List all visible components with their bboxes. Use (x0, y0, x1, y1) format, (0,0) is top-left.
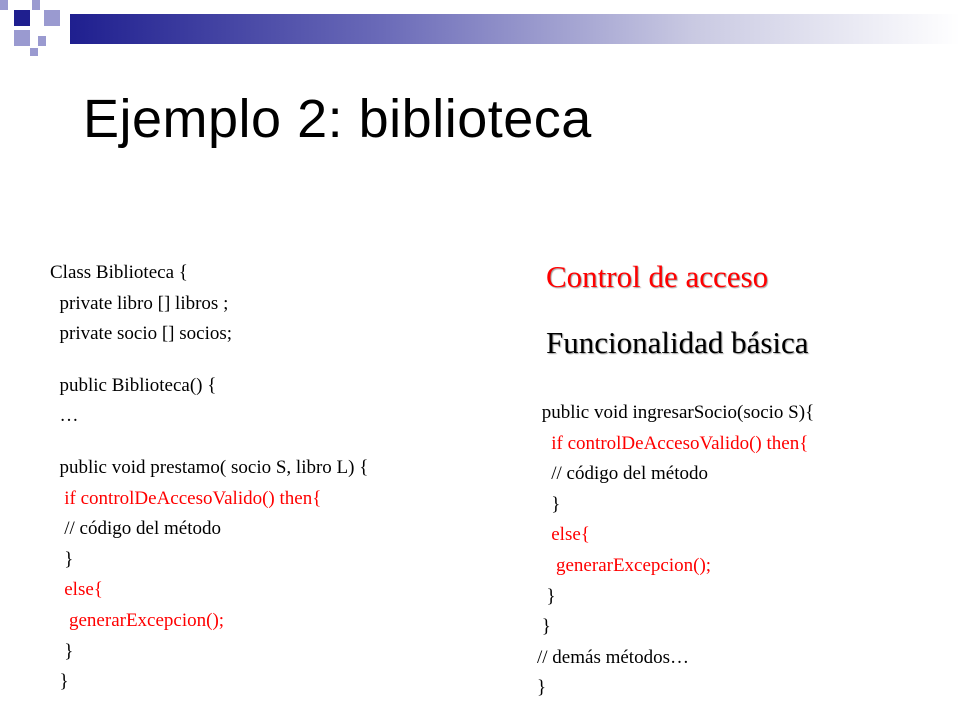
header-square-light-5 (38, 36, 46, 46)
code-line: } (50, 671, 69, 693)
code-line: } (537, 493, 561, 515)
code-line: } (50, 548, 74, 570)
code-line: // código del método (50, 518, 221, 540)
code-line: private socio [] socios; (50, 323, 233, 345)
code-line: // código del método (537, 463, 708, 485)
slide-title: Ejemplo 2: biblioteca (83, 89, 592, 149)
code-line: else{ (537, 524, 590, 546)
code-line: } (537, 585, 556, 607)
heading-control-de-acceso: Control de acceso (546, 259, 769, 294)
code-line: // demás métodos… (537, 646, 689, 668)
right-code-block (537, 398, 814, 704)
code-line: generarExcepcion(); (50, 609, 225, 631)
code-line: public void prestamo( socio S, libro L) { (50, 456, 369, 478)
code-section-prestamo (50, 453, 368, 698)
left-code-block (50, 258, 368, 698)
header-square-light-2 (32, 0, 40, 10)
code-gap (50, 350, 368, 371)
code-line: Class Biblioteca { (50, 262, 188, 283)
header-square-light-3 (44, 10, 60, 26)
code-line: generarExcepcion(); (537, 554, 712, 576)
code-line: } (537, 616, 551, 638)
header-square-light-1 (0, 0, 8, 10)
code-line: if controlDeAccesoValido() then{ (537, 432, 809, 454)
code-line: } (50, 640, 74, 662)
header-square-light-6 (30, 48, 38, 56)
code-line: public Biblioteca() { (50, 374, 217, 396)
code-line: } (537, 677, 547, 699)
header-gradient-bar (70, 14, 960, 44)
code-gap (50, 432, 368, 453)
code-line: public void ingresarSocio(socio S){ (537, 402, 815, 423)
header-square-dark (14, 10, 30, 26)
header-square-light-4 (14, 30, 30, 46)
code-line: if controlDeAccesoValido() then{ (50, 487, 322, 509)
code-line: private libro [] libros ; (50, 292, 229, 314)
code-line: … (50, 405, 79, 427)
code-section-fields (50, 258, 368, 350)
code-section-constructor (50, 371, 368, 432)
heading-funcionalidad-basica: Funcionalidad básica (546, 325, 809, 360)
code-line: else{ (50, 579, 103, 601)
